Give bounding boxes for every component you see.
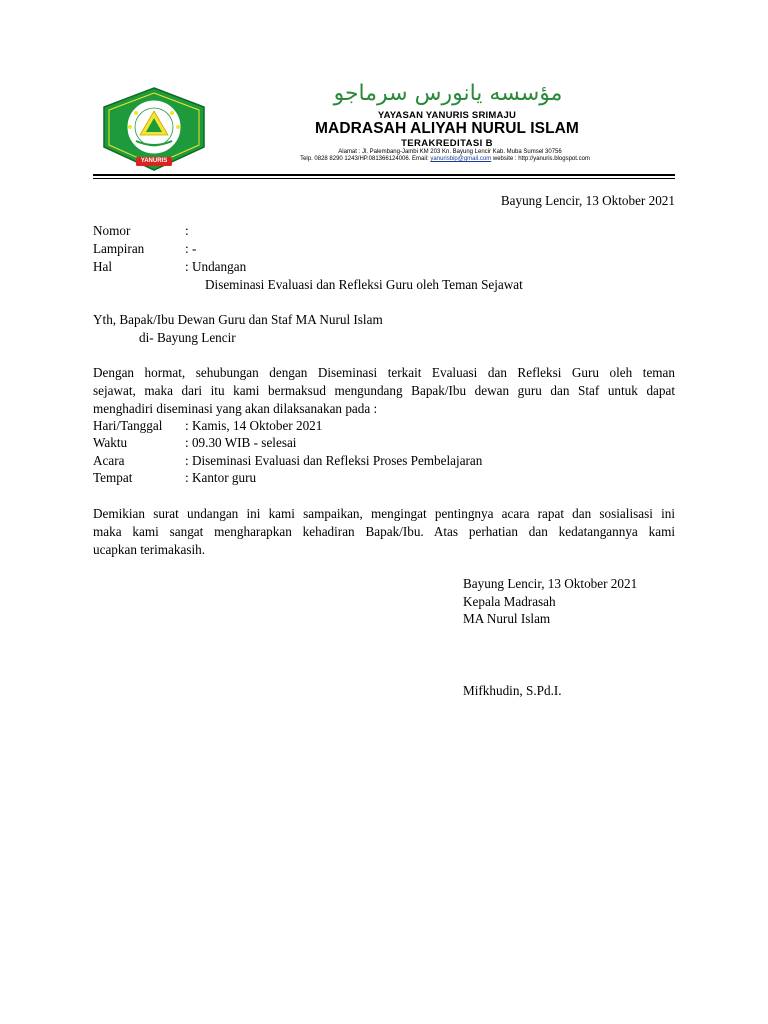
letterhead-divider-thin	[93, 178, 675, 179]
logo-text: YANURIS	[140, 158, 168, 164]
closing-line-2: maka kami sangat mengharapkan kehadiran Bapak/Ibu. Atas perhatian dan kedatangannya kami	[93, 524, 675, 539]
meta-value: : Undangan	[185, 259, 247, 274]
meta-value: : -	[185, 241, 197, 256]
event-value: : 09.30 WIB - selesai	[185, 435, 297, 450]
event-label: Tempat	[93, 470, 133, 485]
school-name: MADRASAH ALIYAH NURUL ISLAM	[315, 120, 579, 137]
letterhead-divider	[93, 174, 675, 176]
contact-phone: Telp. 0828 8290 1243/HP.081366124006. Email:	[300, 156, 429, 162]
meta-label: Nomor	[93, 223, 131, 238]
school-logo	[102, 87, 206, 171]
opening-line-3: menghadiri diseminasi yang akan dilaksanakan pada :	[93, 401, 378, 416]
signature-place-date: Bayung Lencir, 13 Oktober 2021	[463, 576, 638, 591]
school-contact	[220, 156, 670, 162]
meta-value: :	[185, 223, 189, 238]
meta-label: Hal	[93, 259, 113, 274]
contact-website[interactable]: website : http://yanuris.blogspot.com	[492, 156, 590, 162]
arabic-foundation-name: مؤسسه يانورس سرماجو	[333, 81, 563, 106]
event-label: Hari/Tanggal	[93, 418, 163, 433]
subject-line-2: Diseminasi Evaluasi dan Refleksi Guru oleh Teman Sejawat	[205, 277, 523, 292]
foundation-name: YAYASAN YANURIS SRIMAJU	[377, 110, 517, 121]
meta-label: Lampiran	[93, 241, 145, 256]
recipient-line-2: di- Bayung Lencir	[139, 330, 236, 345]
accreditation-status: TERAKREDITASI B	[401, 138, 493, 149]
event-label: Acara	[93, 453, 125, 468]
signature-position: Kepala Madrasah	[463, 594, 556, 609]
event-value: : Diseminasi Evaluasi dan Refleksi Proses Pembelajaran	[185, 453, 483, 468]
closing-line-3: ucapkan terimakasih.	[93, 542, 206, 557]
opening-line-1: Dengan hormat, sehubungan dengan Diseminasi terkait Evaluasi dan Refleksi Guru oleh teman	[93, 365, 675, 380]
closing-line-1: Demikian surat undangan ini kami sampaikan, mengingat pentingnya acara rapat dan sosialisasi ini	[93, 506, 675, 521]
contact-email[interactable]: yanurisbip@gmail.com	[430, 156, 492, 162]
opening-line-2: sejawat, maka dari itu kami bermaksud mengundang Bapak/Ibu dewan guru dan Staf untuk dapat	[93, 383, 675, 398]
signatory-name: Mifkhudin, S.Pd.I.	[463, 683, 562, 698]
event-label: Waktu	[93, 435, 128, 450]
event-value: : Kamis, 14 Oktober 2021	[185, 418, 323, 433]
recipient-line-1: Yth, Bapak/Ibu Dewan Guru dan Staf MA Nurul Islam	[93, 312, 383, 327]
school-address: Alamat : Jl. Palembang-Jambi KM 203 Kn. Bayung Lencir Kab. Muba Sumsel 30756	[338, 149, 562, 155]
letter-date: Bayung Lencir, 13 Oktober 2021	[500, 193, 675, 208]
signature-institution: MA Nurul Islam	[463, 611, 551, 626]
event-value: : Kantor guru	[185, 470, 257, 485]
